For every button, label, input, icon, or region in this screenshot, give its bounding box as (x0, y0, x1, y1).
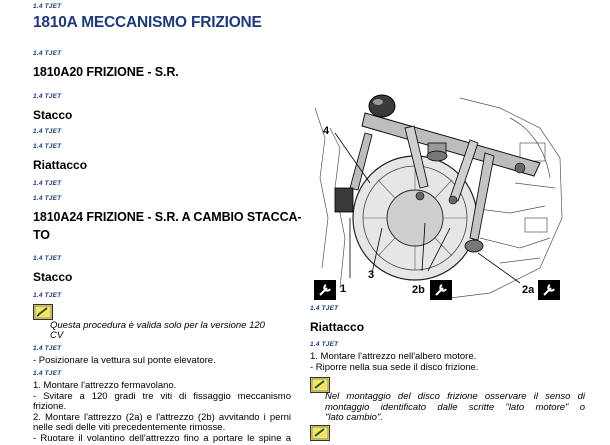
figure-label-3: 3 (368, 269, 375, 281)
section-tag: 1.4 TJET (33, 180, 62, 187)
clutch-tool-figure (310, 88, 572, 302)
note-text (325, 392, 585, 424)
page-title: 1810A MECCANISMO FRIZIONE (33, 14, 262, 31)
section-heading: 1810A24 FRIZIONE - S.R. A CAMBIO STACCA- (33, 210, 302, 224)
section-tag: 1.4 TJET (33, 370, 62, 377)
note-pencil-icon (33, 304, 53, 320)
section-tag: 1.4 TJET (33, 195, 62, 202)
step-line: frizione. (33, 401, 67, 412)
section-tag: 1.4 TJET (310, 305, 339, 312)
figure-label-4: 4 (323, 125, 330, 137)
step-text: - Posizionare la vettura sul ponte elevatore. (33, 355, 216, 366)
steps-list (310, 352, 478, 373)
section-tag: 1.4 TJET (33, 128, 62, 135)
step-line: 1. Montare l'attrezzo nell'albero motore. (310, 351, 477, 362)
subsection-heading: Riattacco (33, 158, 88, 172)
note-line: montaggio identificato dalle scritte "lato motore" o (325, 401, 585, 413)
subsection-heading: Riattacco (310, 320, 365, 334)
note-text: CV (50, 330, 64, 341)
section-tag: 1.4 TJET (33, 345, 62, 352)
section-tag: 1.4 TJET (33, 50, 62, 57)
figure-label-1: 1 (340, 283, 347, 295)
tool-wrench-icon (538, 280, 560, 300)
section-tag: 1.4 TJET (33, 3, 62, 10)
section-tag: 1.4 TJET (33, 292, 62, 299)
tool-wrench-icon (314, 280, 336, 300)
figure-label-2b: 2b (412, 284, 425, 296)
tool-wrench-icon (430, 280, 452, 300)
clutch-tool-illustration (310, 88, 572, 302)
figure-label-2a: 2a (522, 284, 535, 296)
section-heading: 1810A20 FRIZIONE - S.R. (33, 65, 179, 79)
note-pencil-icon (310, 425, 330, 441)
note-line: Nel montaggio del disco frizione osservare il senso di (325, 391, 585, 402)
step-line: 2. Montare l'attrezzo (2a) e l'attrezzo (2b) avvitando i perni (33, 411, 291, 423)
step-line: 1. Montare l'attrezzo fermavolano. (33, 380, 177, 391)
step-line: nelle sedi delle viti precedentemente rimosse. (33, 422, 226, 433)
note-text: Questa procedura è valida solo per la versione 120 (50, 320, 265, 331)
step-line: - Riporre nella sua sede il disco frizione. (310, 361, 479, 373)
steps-list (33, 381, 291, 444)
note-line: "lato cambio". (325, 412, 383, 423)
section-tag: 1.4 TJET (33, 255, 62, 262)
step-line: - Ruotare il volantino dell'attrezzo fino a portare le spine a (33, 432, 291, 444)
section-tag: 1.4 TJET (310, 341, 339, 348)
subsection-heading: Stacco (33, 270, 73, 284)
section-tag: 1.4 TJET (33, 93, 62, 100)
subsection-heading: Stacco (33, 108, 73, 122)
step-line: - Svitare a 120 gradi tre viti di fissaggio meccanismo (33, 390, 291, 402)
note-pencil-icon (34, 305, 52, 319)
section-heading: TO (33, 228, 50, 242)
section-tag: 1.4 TJET (33, 143, 62, 150)
